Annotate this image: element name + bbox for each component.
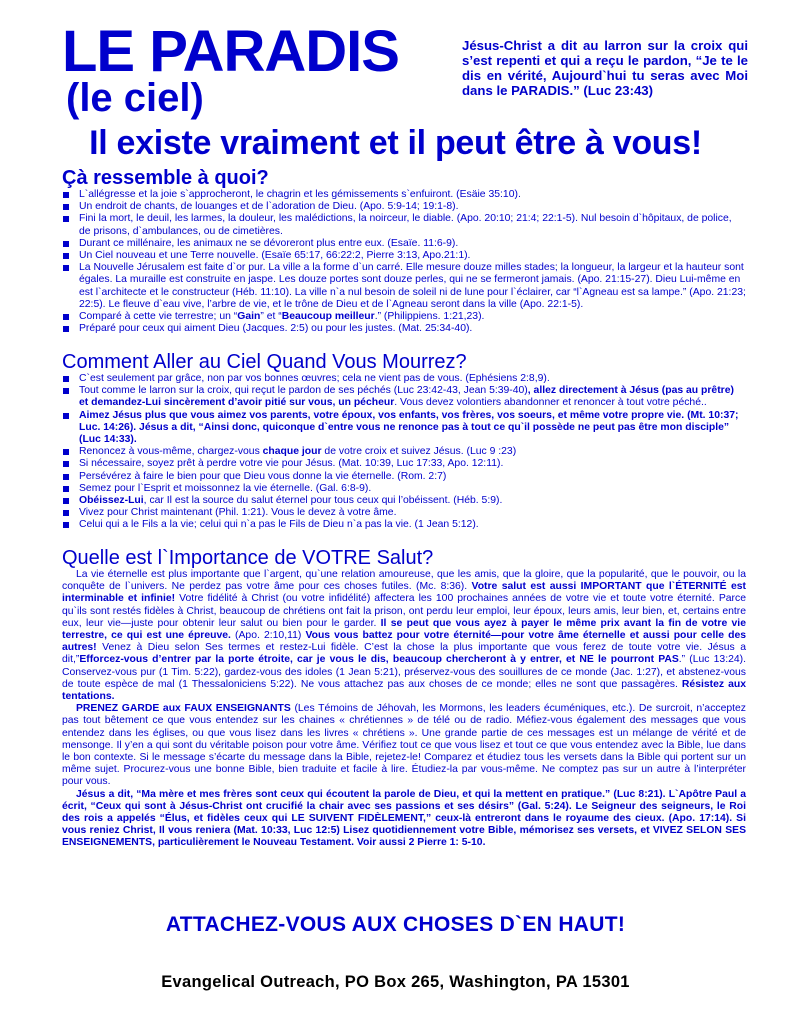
call-to-action: ATTACHEZ-VOUS AUX CHOSES D`EN HAUT! [165,913,626,936]
text-run: Efforcez-vous d’entrer par la porte étroite, car je vous le dis, beaucoup chercheront à y entrer, et NE le pourront PAS [79,654,679,666]
text-run: Il se peut que vous ayez à payer le même prix avant la fin de votre vie terrestre, ce qui est une épreuve. [62,617,746,642]
list-item: La Nouvelle Jérusalem est faite d`or pur. La ville a la forme d`un carré. Elle mesure douze milles stades; la longueur, la largeur et la hauteur sont égales. La muraille est construite en jaspe. Les douze portes sont douze perles, qui ne se fermeront jamais. (Apo. 21:15-27). Dieu Lui-même en est l`architecte et le constructeur (Héb. 11:10). La ville n`a nul besoin de soleil ni de lune pour l`éclairer, car “l`Agneau est sa lampe.” (Apo. 21:23; 22:5). Le fleuve d`eau vive, l’arbre de vie, et le trône de Dieu et de l`Agneau seront dans la ville (Apo. 22:1-5). [62,262,746,311]
text-run: (Les Témoins de Jéhovah, les Mormons, les leaders écuméniques, etc.). De surcroit, n’acceptez pas tout bêtement ce que vous entendez sur les chaines « chrétiennes » de télé ou de radio. Méfiez-vous également des messages que vous entendez dans les églises, ou que vous lisez dans les livres « chrétiens ». Une grande partie de ces messages est un mélange de vérité et de mensonge. Il y’en a qui sont du véritable poison pour votre âme. Vérifiez tout ce que vous lisez et tout ce que vous entendez avec la Bible, lue dans le bon contexte. Si le message s’écarte du message dans la Bible, rejetez-le! Comparez et étudiez tous les versets dans la Bible qui portent sur un même sujet. Procurez-vous une bonne Bible, bien traduite et facile à lire. Étudiez-la par vous-même. Ne comptez pas sur un autre à l’interpréter pour vous. [62,703,747,788]
list-item: Un Ciel nouveau et une Terre nouvelle. (Esaïe 65:17, 66:22:2, Pierre 3:13, Apo.21:1). [62,250,746,262]
headline: Il existe vraiment et il peut être à vous! [89,124,702,162]
section-how-to-go [62,352,746,532]
list-item: Préparé pour ceux qui aiment Dieu (Jacques. 2:5) ou pour les justes. (Mat. 25:34-40). [62,323,746,335]
text-run: Résistez aux tentations. [62,678,747,703]
section-heading: Comment Aller au Ciel Quand Vous Mourrez? [62,351,467,373]
page-title: LE PARADIS [62,19,399,84]
section-importance [62,548,746,850]
text-run: Aimez Jésus plus que vous aimez vos parents, votre époux, vos enfants, vos frères, vos soeurs, et même votre propre vie. (Mt. 10:37; Luc. 14:26). Jésus a dit, “Ainsi donc, quiconque d`entre vous ne renonce pas à tout ce qu`il possède ne peut pas être mon disciple” (Luc 14:33). [79,409,739,446]
list-item: Vivez pour Christ maintenant (Phil. 1:21). Vous le devez à votre âme. [62,507,746,519]
list-item: Celui qui a le Fils a la vie; celui qui n`a pas le Fils de Dieu n`a pas la vie. (1 Jean 5:12). [62,519,746,531]
text-run: Votre salut est aussi IMPORTANT que l`ÉTERNITÉ est interminable et infinie! [62,581,746,605]
bullet-list [62,189,746,335]
list-item [62,385,746,409]
list-item [62,410,746,447]
text-run: , car Il est la source du salut éternel pour tous ceux qui l’obéissent. (Héb. 5:9). [143,495,503,507]
text-run: PRENEZ GARDE aux FAUX ENSEIGNANTS [76,703,291,715]
paragraph [62,789,746,850]
text-run: (Apo. 2:10,11) [230,630,306,642]
section-heading: Çà ressemble à quoi? [62,167,269,189]
list-item: Fini la mort, le deuil, les larmes, la douleur, les malédictions, la noirceur, le diable. (Apo. 20:10; 21:4; 22:1-5). Nul besoin d`hôpitaux, de police, de prisons, d`ambulances, ou de cimetières. [62,213,746,237]
section-what-like [62,168,746,335]
paragraph [62,703,746,788]
text-run: Comparé à cette vie terrestre; un “ [79,311,238,323]
footer-address: Evangelical Outreach, PO Box 265, Washington, PA 15301 [161,973,630,991]
text-run: Votre fidélité à Christ (ou votre infidélité) affectera les 100 prochaines années de votre vie et toute votre éternité. Parce qu`ils sont restés fidèles à Christ, beaucoup de chrétiens ont fait la prison, ont perdu leur emploi, leur époux, leurs amis, leur bien, et, certains entre eux, leur vie—juste pour obtenir leur salut ou bien pour le garder. [62,593,746,629]
text-run: . Vous devez volontiers abandonner et renoncer à tout votre péché.. [394,397,707,409]
text-run: chaque jour [262,446,322,458]
text-run: Obéissez-Lui [79,495,144,507]
section-heading: Quelle est l`Importance de VOTRE Salut? [62,547,434,569]
list-item: C`est seulement par grâce, non par vos bonnes œuvres; cela ne vient pas de vous. (Ephésiens 2:8,9). [62,373,746,385]
list-item: L`allégresse et la joie s`approcheront, le chagrin et les gémissements s`enfuiront. (Esäie 35:10). [62,189,746,201]
list-item: Un endroit de chants, de louanges et de l`adoration de Dieu. (Apo. 5:9-14; 19:1-8). [62,201,746,213]
list-item: Persévérez à faire le bien pour que Dieu vous donne la vie éternelle. (Rom. 2:7) [62,471,746,483]
text-run: de votre croix et suivez Jésus. (Luc 9 :23) [321,446,517,458]
list-item [62,495,746,507]
list-item: Si nécessaire, soyez prêt à perdre votre vie pour Jésus. (Mat. 10:39, Luc 17:33, Apo. 12:11). [62,458,746,470]
list-item: Durant ce millénaire, les animaux ne se dévoreront plus entre eux. (Esaïe. 11:6-9). [62,238,746,250]
list-item [62,311,746,323]
list-item [62,446,746,458]
text-run: Venez à Dieu selon Ses termes et restez-Lui fidèle. C’est la chose la plus importante que vous ferez de toute votre vie. Jésus a dit,” [62,642,746,666]
page-subtitle: (le ciel) [66,76,204,120]
paragraph [62,569,746,703]
text-run: .” (Luc 13:24). Conservez-vous pur (1 Tim. 5:22), gardez-vous des idoles (1 Jean 5:21), préservez-vous des souillures de ce monde (Jac. 1:27), et abstenez-vous de toute espèce de mal (1 Thessaloniciens 5:22). Ne vous attachez pas aux choses de ce monde; elles ne sont que passagères. [62,654,746,690]
text-run: ” et “ [260,311,282,323]
text-run: .” (Philippiens. 1:21,23). [374,311,485,323]
bullet-list [62,373,746,532]
text-run: Tout comme le larron sur la croix, qui reçut le pardon de ses péchés (Luc 23:42-43, Jean 5:39-40) [79,385,528,397]
text-run: , allez directement à Jésus (pas au prêtre) et demandez-Lui sincèrement d’avoir pitié sur vous, un pécheur [79,385,734,409]
text-run: Beaucoup meilleur [281,311,375,323]
header-quote: Jésus-Christ a dit au larron sur la croix qui s’est repenti et qui a reçu le pardon, “Je te le dis en vérité, Aujourd`hui tu seras avec Moi dans le PARADIS.” (Luc 23:43) [462,38,748,98]
text-run: Renoncez à vous-même, chargez-vous [79,446,263,458]
text-run: Vous vous battez pour votre éternité—pour votre âme éternelle et aussi pour celle des autres! [62,630,747,654]
list-item: Semez pour l`Esprit et moissonnez la vie éternelle. (Gal. 6:8-9). [62,483,746,495]
text-run: La vie éternelle est plus importante que l`argent, qu`une relation amoureuse, que les amis, que la gloire, que la popularité, que le pouvoir, ou la conquête de l`univers. Ne perdez pas votre âme pour ces choses futiles. (Mc. 8:36). [62,569,746,593]
text-run: Gain [237,311,261,323]
text-run: Jésus a dit, “Ma mère et mes frères sont ceux qui écoutent la parole de Dieu, et qui la mettent en pratique.” (Luc 8:21). L`Apôtre Paul a écrit, “Ceux qui sont à Jésus-Christ ont crucifié la chair avec ses passions et ses désirs” (Gal. 5:24). Le Seigneur des seigneurs, le Roi des rois a appelés “Élus, et fidèles ceux qui LE SUIVENT FIDÈLEMENT,” ceux-là entreront dans le royaume des cieux. (Apo. 17:14). Si vous reniez Christ, Il vous reniera (Mat. 10:33, Luc 12:5) Lisez quotidiennement votre Bible, mémorisez ses versets, et VIVEZ SELON SES ENSEIGNEMENTS, particulièrement le Nouveau Testament. Voir aussi 2 Pierre 1: 5-10. [62,788,746,849]
